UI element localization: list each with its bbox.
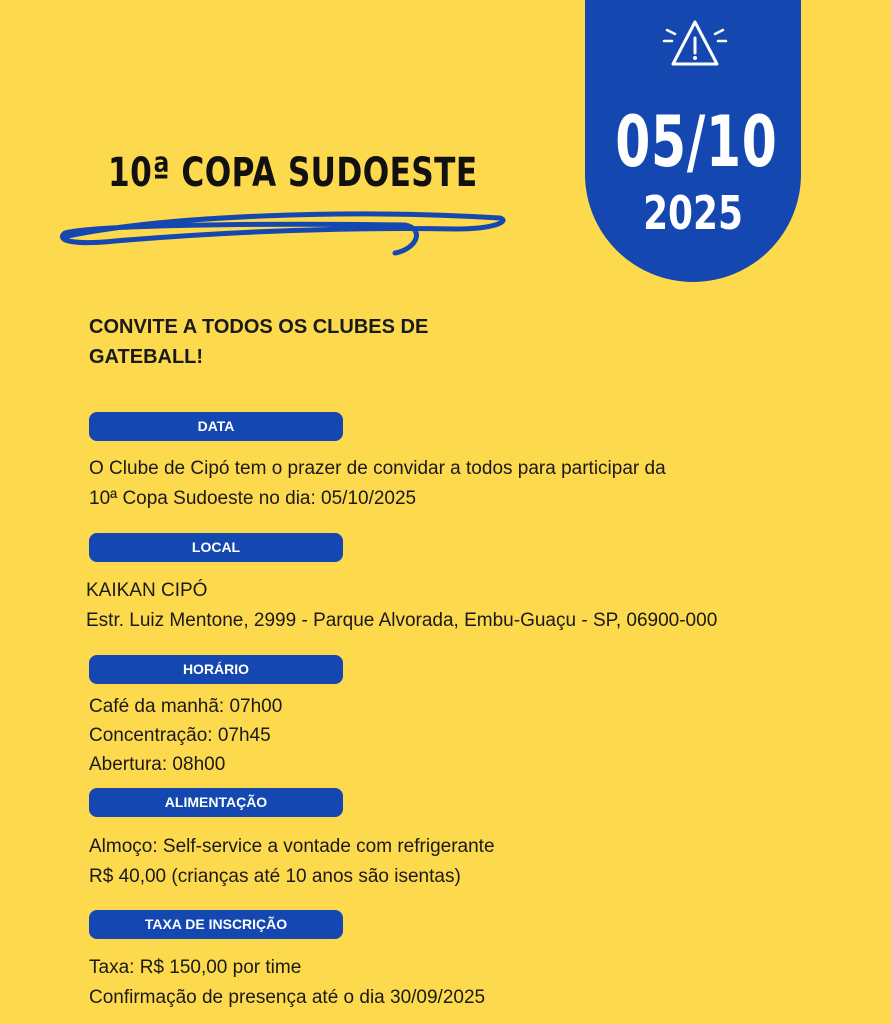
alimentacao-line-1: Almoço: Self-service a vontade com refrigerante xyxy=(89,836,495,857)
local-line-1: KAIKAN CIPÓ xyxy=(86,580,208,601)
horario-line-1: Café da manhã: 07h00 xyxy=(89,696,283,717)
local-line-2: Estr. Luiz Mentone, 2999 - Parque Alvorada, Embu-Guaçu - SP, 06900-000 xyxy=(86,610,718,631)
section-label-taxa: TAXA DE INSCRIÇÃO xyxy=(89,910,343,939)
section-label-alimentacao: ALIMENTAÇÃO xyxy=(89,788,343,817)
section-label-local: LOCAL xyxy=(89,533,343,562)
alimentacao-line-2: R$ 40,00 (crianças até 10 anos são isentas) xyxy=(89,866,461,887)
title-underline-swoosh xyxy=(55,205,510,265)
section-label-data: DATA xyxy=(89,412,343,441)
event-title: 10ª COPA SUDOESTE xyxy=(108,150,478,196)
event-year: 2025 xyxy=(643,186,743,240)
horario-line-3: Abertura: 08h00 xyxy=(89,754,226,775)
warning-triangle-icon xyxy=(659,8,731,80)
event-date: 05/10 xyxy=(615,101,778,183)
data-line-2: 10ª Copa Sudoeste no dia: 05/10/2025 xyxy=(89,488,417,509)
horario-line-2: Concentração: 07h45 xyxy=(89,725,271,746)
taxa-line-2: Confirmação de presença até o dia 30/09/2025 xyxy=(89,987,486,1008)
taxa-line-1: Taxa: R$ 150,00 por time xyxy=(89,957,302,978)
data-line-1: O Clube de Cipó tem o prazer de convidar a todos para participar da xyxy=(89,458,666,479)
section-label-horario: HORÁRIO xyxy=(89,655,343,684)
invite-heading: CONVITE A TODOS OS CLUBES DE GATEBALL! xyxy=(89,316,429,368)
